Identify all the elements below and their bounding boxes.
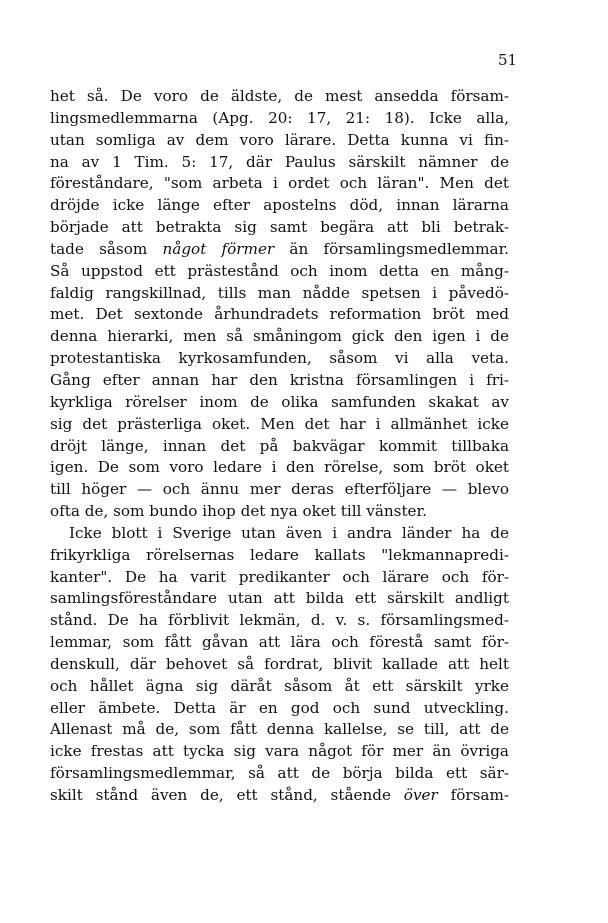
text-line: församlingsmedlemmar, så att de börja bilda ett sär-	[50, 764, 509, 783]
text-line: eller ämbete. Detta är en god och sund utveckling.	[50, 698, 509, 717]
text-line: met. Det sextonde århundradets reformation bröt med	[50, 305, 509, 324]
text-line: började att betrakta sig samt begära att bli betrak-	[50, 218, 509, 237]
text-run: än församlingsmedlemmar.	[274, 239, 509, 258]
text-line: lingsmedlemmarna (Apg. 20: 17, 21: 18). Icke alla,	[50, 108, 509, 127]
page-number: 51	[498, 51, 518, 69]
text-line: igen. De som voro ledare i den rörelse, som bröt oket	[50, 458, 509, 477]
text-line: dröjt länge, innan det på bakvägar kommit tillbaka	[50, 436, 509, 455]
text-run: skilt stånd även de, ett stånd, stående	[50, 786, 404, 804]
text-line: frikyrkliga rörelsernas ledare kallats "lekmannapredi-	[50, 545, 509, 564]
text-line: kyrkliga rörelser inom de olika samfunden skakat av	[50, 392, 509, 411]
text-line: na av 1 Tim. 5: 17, där Paulus särskilt nämner de	[50, 152, 509, 171]
text-line: het så. De voro de äldste, de mest ansedda försam-	[50, 87, 509, 105]
text-line	[50, 785, 509, 807]
text-line: protestantiska kyrkosamfunden, såsom vi alla veta.	[50, 349, 509, 368]
text-line: Icke blott i Sverige utan även i andra länder ha de	[69, 523, 509, 542]
text-line: utan somliga av dem voro lärare. Detta kunna vi fin-	[50, 130, 509, 149]
text-line: kanter". De ha varit predikanter och lärare och för-	[50, 567, 509, 586]
text-line: och hållet ägna sig däråt såsom åt ett särskilt yrke	[50, 676, 509, 695]
emphasis-text: något förmer	[162, 239, 275, 258]
text-line: till höger — och ännu mer deras efterföljare — blevo	[50, 480, 509, 499]
emphasis-text: över	[403, 786, 438, 804]
text-line: dröjde icke länge efter apostelns död, innan lärarna	[50, 196, 509, 215]
text-line: Gång efter annan har den kristna församlingen i fri-	[50, 370, 509, 389]
body-text	[50, 86, 509, 807]
text-line: föreståndare, "som arbeta i ordet och läran". Men det	[50, 174, 509, 193]
text-line: lemmar, som fått gåvan att lära och förestå samt för-	[50, 633, 509, 652]
text-line: denna hierarki, men så småningom gick den igen i de	[50, 327, 509, 346]
text-line	[50, 239, 509, 261]
text-line: samlingsföreståndare utan att bilda ett särskilt andligt	[50, 589, 509, 608]
text-line: denskull, där behovet så fordrat, blivit kallade att helt	[50, 654, 509, 673]
text-line: ofta de, som bundo ihop det nya oket till vänster.	[50, 502, 427, 521]
text-run: försam-	[437, 786, 509, 804]
text-line: Allenast må de, som fått denna kallelse, se till, att de	[50, 720, 509, 739]
text-line: sig det prästerliga oket. Men det har i allmänhet icke	[50, 414, 509, 433]
text-line: stånd. De ha förblivit lekmän, d. v. s. församlingsmed-	[50, 611, 509, 630]
text-line: Så uppstod ett prästestånd och inom detta en mång-	[50, 261, 509, 280]
text-line: icke frestas att tycka sig vara något för mer än övriga	[50, 742, 509, 761]
text-line: faldig rangskillnad, tills man nådde spetsen i påvedö-	[50, 283, 509, 302]
text-run: tade såsom	[50, 239, 163, 258]
